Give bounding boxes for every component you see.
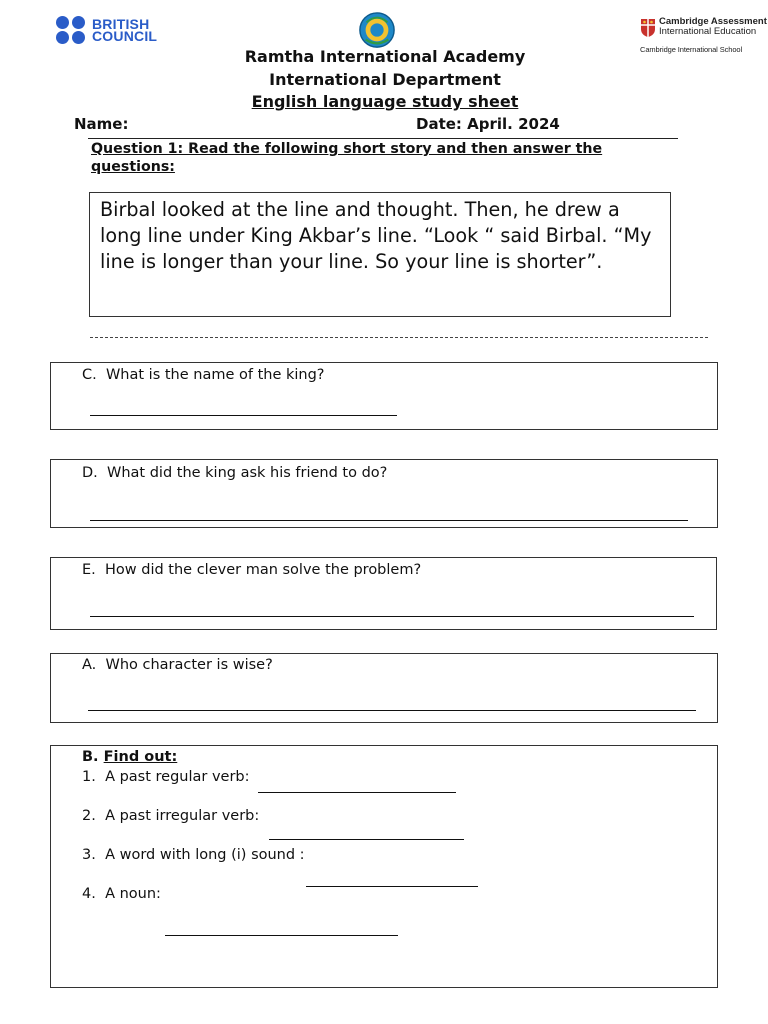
find-out-letter: B. — [82, 749, 99, 765]
find-out-heading — [82, 749, 177, 765]
question-c — [82, 367, 325, 383]
british-council-dots-icon — [56, 16, 86, 44]
find-item-2 — [82, 808, 259, 824]
question-e-text: How did the clever man solve the problem? — [105, 562, 422, 578]
divider — [88, 138, 678, 139]
answer-line-find-4[interactable] — [165, 935, 398, 936]
question-e-letter: E. — [82, 562, 96, 578]
find-item-4-number: 4. — [82, 886, 96, 902]
school-emblem-icon — [358, 11, 396, 49]
question-c-letter: C. — [82, 367, 97, 383]
cambridge-shield-icon — [640, 18, 656, 38]
find-item-4-text: A noun: — [105, 886, 161, 902]
question-e — [82, 562, 421, 578]
find-item-2-text: A past irregular verb: — [105, 808, 260, 824]
department-title: International Department — [269, 69, 501, 89]
find-item-2-number: 2. — [82, 808, 96, 824]
question-a — [82, 657, 273, 673]
question-c-text: What is the name of the king? — [105, 367, 325, 383]
answer-line-d[interactable] — [90, 520, 688, 521]
answer-line-find-3[interactable] — [306, 886, 478, 887]
find-item-1 — [82, 769, 250, 785]
name-label: Name: — [74, 115, 129, 133]
question-1-instruction: Question 1: Read the following short story and then answer the questions: — [91, 141, 603, 175]
find-out-title: Find out: — [103, 749, 178, 765]
find-item-4 — [82, 886, 161, 902]
question-d-text: What did the king ask his friend to do? — [107, 465, 388, 481]
find-item-3-text: A word with long (i) sound : — [105, 847, 305, 863]
british-council-wordmark: BRITISH COUNCIL — [92, 16, 158, 44]
school-title: Ramtha International Academy — [244, 47, 526, 66]
cambridge-logo — [640, 17, 767, 38]
answer-line-a[interactable] — [88, 710, 696, 711]
story-text: Birbal looked at the line and thought. Then, he drew a long line under King Akbar’s line. “Look “ said Birbal. “My line is longer than your line. So your line is shorter”. — [100, 198, 652, 273]
cambridge-line1: Cambridge Assessment — [659, 16, 767, 27]
find-item-1-text: A past regular verb: — [105, 769, 250, 785]
find-item-1-number: 1. — [82, 769, 96, 785]
cambridge-line2: International Education — [659, 26, 757, 37]
answer-line-e[interactable] — [90, 616, 694, 617]
dashed-divider — [90, 337, 708, 338]
date-label: Date: April. 2024 — [416, 115, 560, 133]
question-a-text: Who character is wise? — [105, 657, 273, 673]
answer-line-find-2[interactable] — [269, 839, 464, 840]
question-a-letter: A. — [82, 657, 97, 673]
answer-line-find-1[interactable] — [258, 792, 456, 793]
question-d — [82, 465, 387, 481]
cambridge-school-label: Cambridge International School — [640, 45, 743, 54]
find-item-3 — [82, 847, 305, 863]
british-council-logo — [56, 16, 157, 44]
question-d-letter: D. — [82, 465, 98, 481]
answer-line-c[interactable] — [90, 415, 397, 416]
sheet-title: English language study sheet — [251, 92, 519, 111]
title-block — [0, 46, 768, 114]
find-item-3-number: 3. — [82, 847, 96, 863]
